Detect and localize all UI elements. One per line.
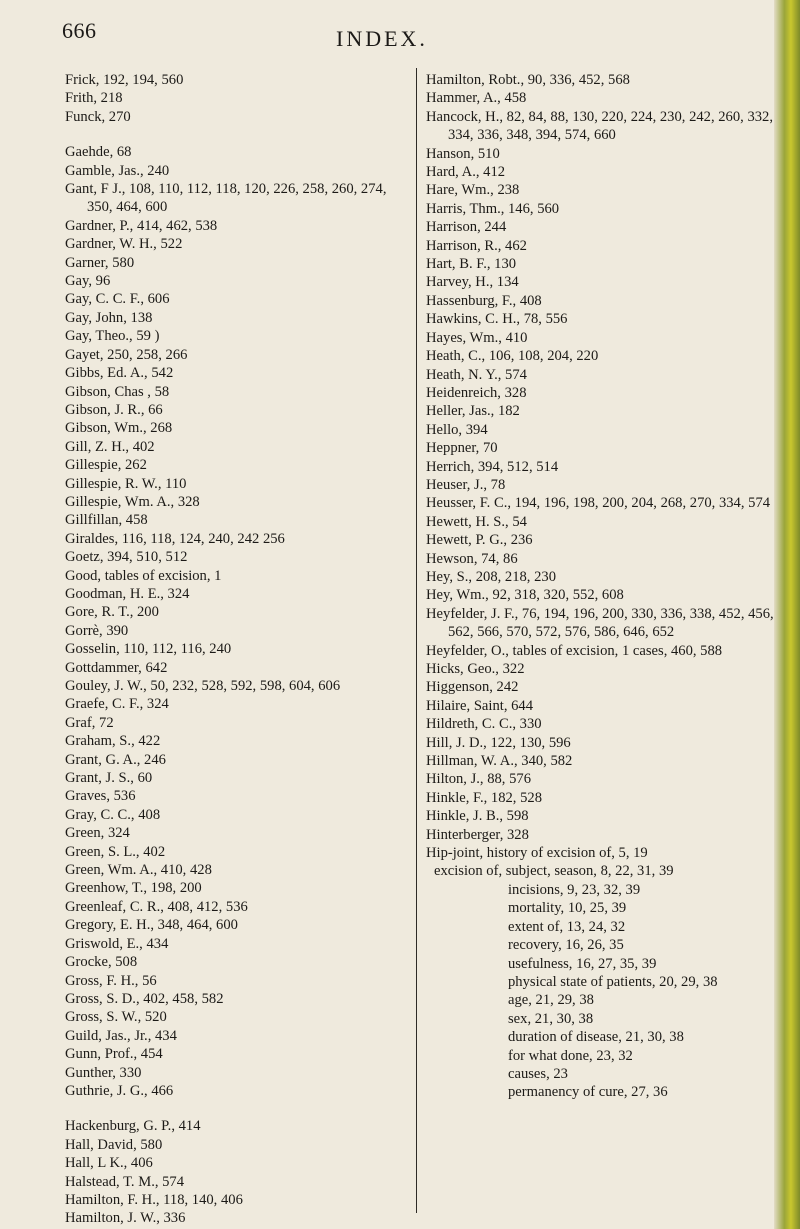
index-entry: Hammer, A., 458 [426,90,527,107]
right-index-column [426,71,778,1102]
index-entry: Frick, 192, 194, 560 [65,72,184,88]
index-entry: Harris, Thm., 146, 560 [426,200,560,217]
index-entry: Heuser, J., 78 [426,476,506,493]
index-entry: Frith, 218 [65,90,123,107]
index-entry: Hamilton, Robt., 90, 336, 452, 568 [426,72,630,88]
index-entry: Gross, F. H., 56 [65,972,157,989]
index-entry: Harrison, R., 462 [426,237,527,254]
index-entry: Gardner, P., 414, 462, 538 [65,217,218,234]
index-entry: Hillman, W. A., 340, 582 [426,753,573,770]
index-entry: extent of, 13, 24, 32 [508,918,626,935]
page-edge-strip [774,0,800,1229]
index-entry: recovery, 16, 26, 35 [508,937,624,954]
index-entry: Gross, S. W., 520 [65,1009,167,1026]
index-entry: Green, S. L., 402 [65,843,166,860]
index-entry: Gottdammer, 642 [65,659,168,676]
index-entry: Grant, J. S., 60 [65,770,153,787]
index-entry: Gorrè, 390 [65,622,129,639]
index-entry: Gaehde, 68 [65,144,132,161]
index-entry: Hancock, H., 82, 84, 88, 130, 220, 224, 230, 242, 260, 332, 334, 336, 348, 394, 574, 660 [426,108,773,144]
index-entry: Heppner, 70 [426,440,498,457]
index-entry: Hello, 394 [426,421,488,438]
index-entry: Heath, C., 106, 108, 204, 220 [426,348,599,365]
index-entry: Herrich, 394, 512, 514 [426,458,559,475]
index-entry: Hewett, H. S., 54 [426,513,527,530]
index-entry: Heusser, F. C., 194, 196, 198, 200, 204, 268, 270, 334, 574 [426,495,771,512]
index-entry: Heyfelder, J. F., 76, 194, 196, 200, 330, 336, 338, 452, 456, 562, 566, 570, 572, 576, 586, 646, 652 [426,605,774,641]
index-entry: Hall, David, 580 [65,1136,163,1153]
index-entry: permanency of cure, 27, 36 [508,1084,668,1101]
index-entry: Hall, L K., 406 [65,1155,153,1172]
index-entry: Gibbs, Ed. A., 542 [65,365,174,382]
index-entry: Hip-joint, history of excision of, 5, 19 [426,845,648,862]
index-entry: Hey, S., 208, 218, 230 [426,568,556,585]
index-entry: Heidenreich, 328 [426,384,527,401]
index-entry: Hilaire, Saint, 644 [426,697,534,714]
index-entry: Hamilton, F. H., 118, 140, 406 [65,1191,243,1208]
index-entry: Gray, C. C., 408 [65,806,161,823]
index-entry: Hinterberger, 328 [426,826,529,843]
index-entry: Gibson, Wm., 268 [65,420,173,437]
index-entry: Hawkins, C. H., 78, 556 [426,311,568,328]
index-entry: Gillespie, R. W., 110 [65,475,187,492]
index-entry: Graves, 536 [65,788,136,805]
index-entry: Hackenburg, G. P., 414 [65,1118,201,1135]
index-entry: Gant, F J., 108, 110, 112, 118, 120, 226, 258, 260, 274, 350, 464, 600 [65,181,387,216]
index-entry: Green, Wm. A., 410, 428 [65,862,212,879]
index-entry: Gay, C. C. F., 606 [65,291,170,308]
index-entry: Gamble, Jas., 240 [65,162,170,179]
index-entry: Grocke, 508 [65,954,138,971]
index-entry: Harrison, 244 [426,219,507,236]
index-entry: Hart, B. F., 130 [426,256,517,273]
index-entry: Hassenburg, F., 408 [426,292,542,309]
index-entry: Graham, S., 422 [65,733,161,750]
index-entry: physical state of patients, 20, 29, 38 [508,973,718,990]
index-entry: Goetz, 394, 510, 512 [65,549,188,566]
index-entry: Goodman, H. E., 324 [65,585,190,602]
index-entry: Gosselin, 110, 112, 116, 240 [65,641,232,658]
index-entry: Gill, Z. H., 402 [65,438,155,455]
index-entry: Gay, Theo., 59 ) [65,328,160,345]
index-entry: Higgenson, 242 [426,679,519,696]
index-entry: Hewett, P. G., 236 [426,532,533,549]
left-index-column [65,71,405,1228]
index-entry: Gouley, J. W., 50, 232, 528, 592, 598, 604, 606 [65,678,341,694]
index-entry: Hewson, 74, 86 [426,550,518,567]
index-entry: Guthrie, J. G., 466 [65,1082,174,1099]
index-entry: Graefe, C. F., 324 [65,696,169,713]
index-entry: Griswold, E., 434 [65,935,169,952]
section-gap [65,126,405,143]
index-entry: Gore, R. T., 200 [65,604,159,621]
index-entry: Hinkle, J. B., 598 [426,808,529,825]
index-entry: Hill, J. D., 122, 130, 596 [426,734,571,751]
index-entry: for what done, 23, 32 [508,1047,633,1064]
index-entry: Gay, 96 [65,273,111,290]
index-entry: Greenleaf, C. R., 408, 412, 536 [65,898,248,915]
index-entry: Funck, 270 [65,108,131,125]
index-entry: Guild, Jas., Jr., 434 [65,1027,177,1044]
index-entry: incisions, 9, 23, 32, 39 [508,881,641,898]
index-entry: Heller, Jas., 182 [426,403,520,420]
index-entry: Hayes, Wm., 410 [426,329,528,346]
index-entry: duration of disease, 21, 30, 38 [508,1029,684,1046]
index-entry: usefulness, 16, 27, 35, 39 [508,955,657,972]
index-entry: excision of, subject, season, 8, 22, 31, 39 [434,863,674,880]
index-entry: Halstead, T. M., 574 [65,1173,185,1190]
index-entry: Gregory, E. H., 348, 464, 600 [65,917,238,934]
index-entry: Gillespie, Wm. A., 328 [65,493,200,510]
index-entry: Hanson, 510 [426,145,500,162]
index-entry: Heath, N. Y., 574 [426,366,527,383]
index-entry: Green, 324 [65,825,130,842]
index-entry: Gillespie, 262 [65,457,147,474]
index-entry: Heyfelder, O., tables of excision, 1 cases, 460, 588 [426,642,723,659]
index-entry: Grant, G. A., 246 [65,751,166,768]
section-gap [65,1100,405,1117]
index-entry: sex, 21, 30, 38 [508,1010,594,1027]
page-header: INDEX. [336,26,428,51]
index-entry: Hard, A., 412 [426,164,506,181]
index-entry: Gunn, Prof., 454 [65,1046,163,1063]
index-entry: Gardner, W. H., 522 [65,236,183,253]
index-entry: Hicks, Geo., 322 [426,661,525,677]
index-entry: Hinkle, F., 182, 528 [426,789,542,806]
index-entry: Hamilton, J. W., 336 [65,1210,186,1227]
column-divider [416,68,417,1213]
index-entry: Hey, Wm., 92, 318, 320, 552, 608 [426,587,624,604]
index-entry: Hildreth, C. C., 330 [426,716,542,733]
index-entry: Hilton, J., 88, 576 [426,771,531,788]
index-entry: Gunther, 330 [65,1064,142,1081]
index-entry: Good, tables of excision, 1 [65,567,222,584]
index-entry: causes, 23 [508,1065,568,1082]
index-entry: Gibson, Chas , 58 [65,383,170,400]
index-entry: Gay, John, 138 [65,309,153,326]
index-entry: Gayet, 250, 258, 266 [65,346,188,363]
index-entry: Garner, 580 [65,254,135,271]
index-entry: Gross, S. D., 402, 458, 582 [65,990,224,1007]
index-entry: Greenhow, T., 198, 200 [65,880,202,897]
index-entry: mortality, 10, 25, 39 [508,900,627,917]
index-entry: Giraldes, 116, 118, 124, 240, 242 256 [65,530,285,547]
index-entry: Graf, 72 [65,714,114,731]
index-entry: Harvey, H., 134 [426,274,519,291]
index-entry: Gibson, J. R., 66 [65,401,163,418]
page-number: 666 [62,18,97,43]
index-entry: age, 21, 29, 38 [508,992,594,1009]
index-entry: Gillfillan, 458 [65,512,148,529]
index-entry: Hare, Wm., 238 [426,182,520,199]
